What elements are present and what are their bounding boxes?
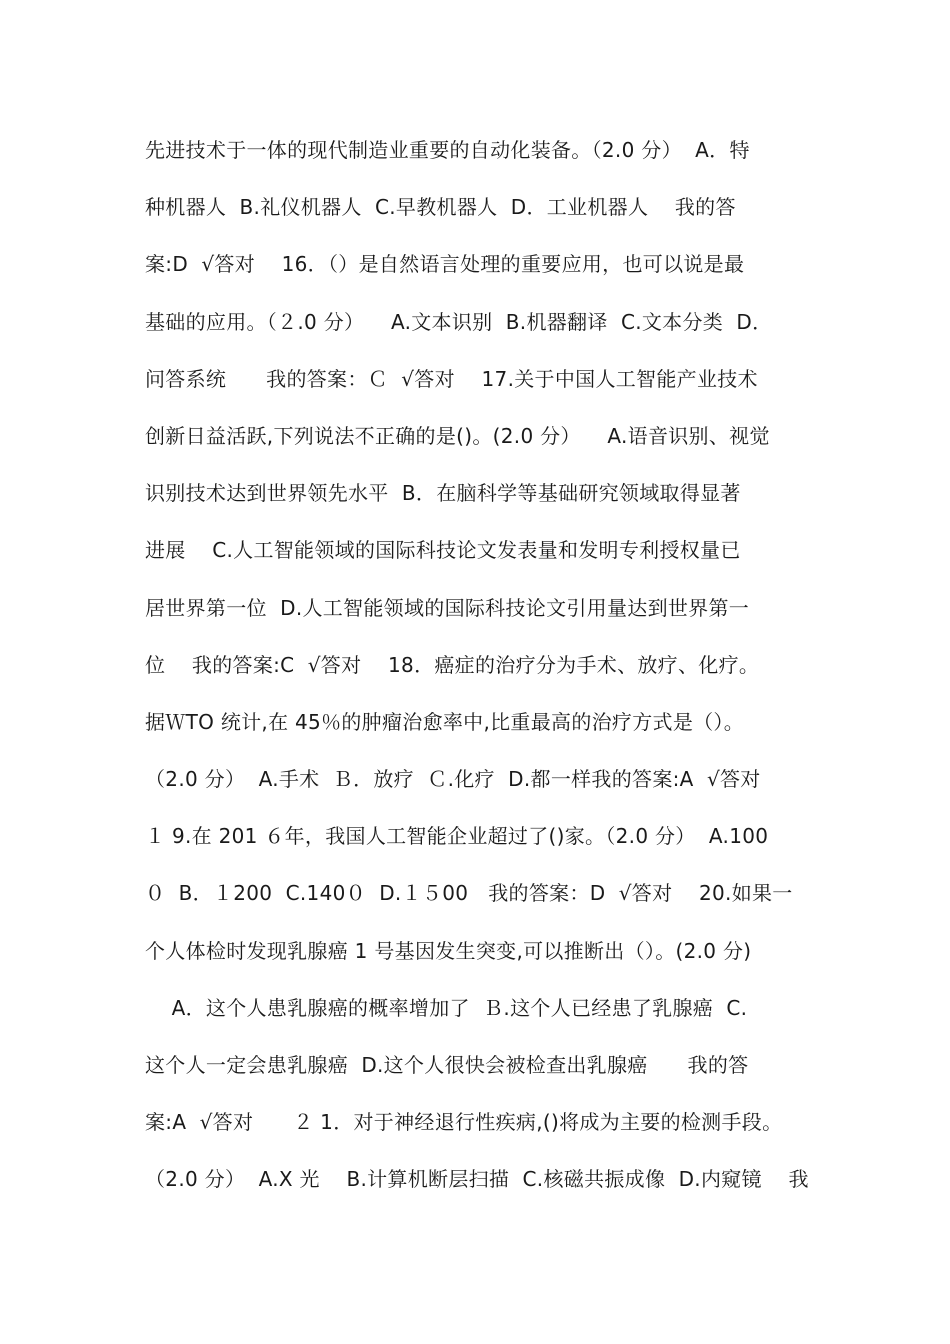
text-line: ０ B．１200 C.140０ D.１５00 我的答案：D √答对 20.如果一 bbox=[145, 881, 793, 906]
text-line: 进展 C.人工智能领域的国际科技论文发表量和发明专利授权量已 bbox=[145, 538, 741, 563]
text-line: 这个人一定会患乳腺癌 D.这个人很快会被检查出乳腺癌 我的答 bbox=[145, 1053, 749, 1077]
text-line: 位 我的答案:C √答对 18．癌症的治疗分为手术、放疗、化疗。 bbox=[145, 652, 760, 677]
text-line: A．这个人患乳腺癌的概率增加了 Ｂ.这个人已经患了乳腺癌 C. bbox=[145, 995, 748, 1020]
text-line: 创新日益活跃,下列说法不正确的是()。(2.0 分） A.语音识别、视觉 bbox=[145, 423, 770, 448]
body-text bbox=[145, 126, 825, 1213]
text-line: 先进技术于一体的现代制造业重要的自动化装备。（2.0 分） A．特 bbox=[145, 138, 750, 162]
text-line: 种机器人 B.礼仪机器人 C.早教机器人 D．工业机器人 我的答 bbox=[145, 195, 736, 220]
text-line: 基础的应用。（２.0 分） A.文本识别 B.机器翻译 C.文本分类 D． bbox=[145, 309, 773, 334]
text-line: 据ＷTO 统计,在 45％的肿瘤治愈率中,比重最高的治疗方式是（）。 bbox=[145, 709, 745, 734]
text-line: 案:A √答对 ２ 1．对于神经退行性疾病,()将成为主要的检测手段。 bbox=[145, 1110, 783, 1135]
text-line: （2.0 分） A.X 光 B.计算机断层扫描 C.核磁共振成像 D.内窥镜 我 bbox=[145, 1167, 809, 1192]
text-line: （2.0 分） A.手术 Ｂ．放疗 Ｃ.化疗 D.都一样我的答案:A √答对 bbox=[145, 767, 761, 792]
text-line: 问答系统 我的答案：Ｃ √答对 17.关于中国人工智能产业技术 bbox=[145, 366, 758, 391]
text-line: 居世界第一位 D.人工智能领域的国际科技论文引用量达到世界第一 bbox=[145, 595, 750, 620]
text-line: 识别技术达到世界领先水平 B．在脑科学等基础研究领域取得显著 bbox=[145, 481, 741, 506]
text-line: 个人体检时发现乳腺癌 1 号基因发生突变,可以推断出（）。(2.0 分) bbox=[145, 938, 752, 963]
text-line: 案:D √答对 16．（）是自然语言处理的重要应用，也可以说是最 bbox=[145, 252, 745, 277]
text-line: １ 9.在 201 ６年，我国人工智能企业超过了()家。（2.0 分） A.100 bbox=[145, 824, 769, 849]
